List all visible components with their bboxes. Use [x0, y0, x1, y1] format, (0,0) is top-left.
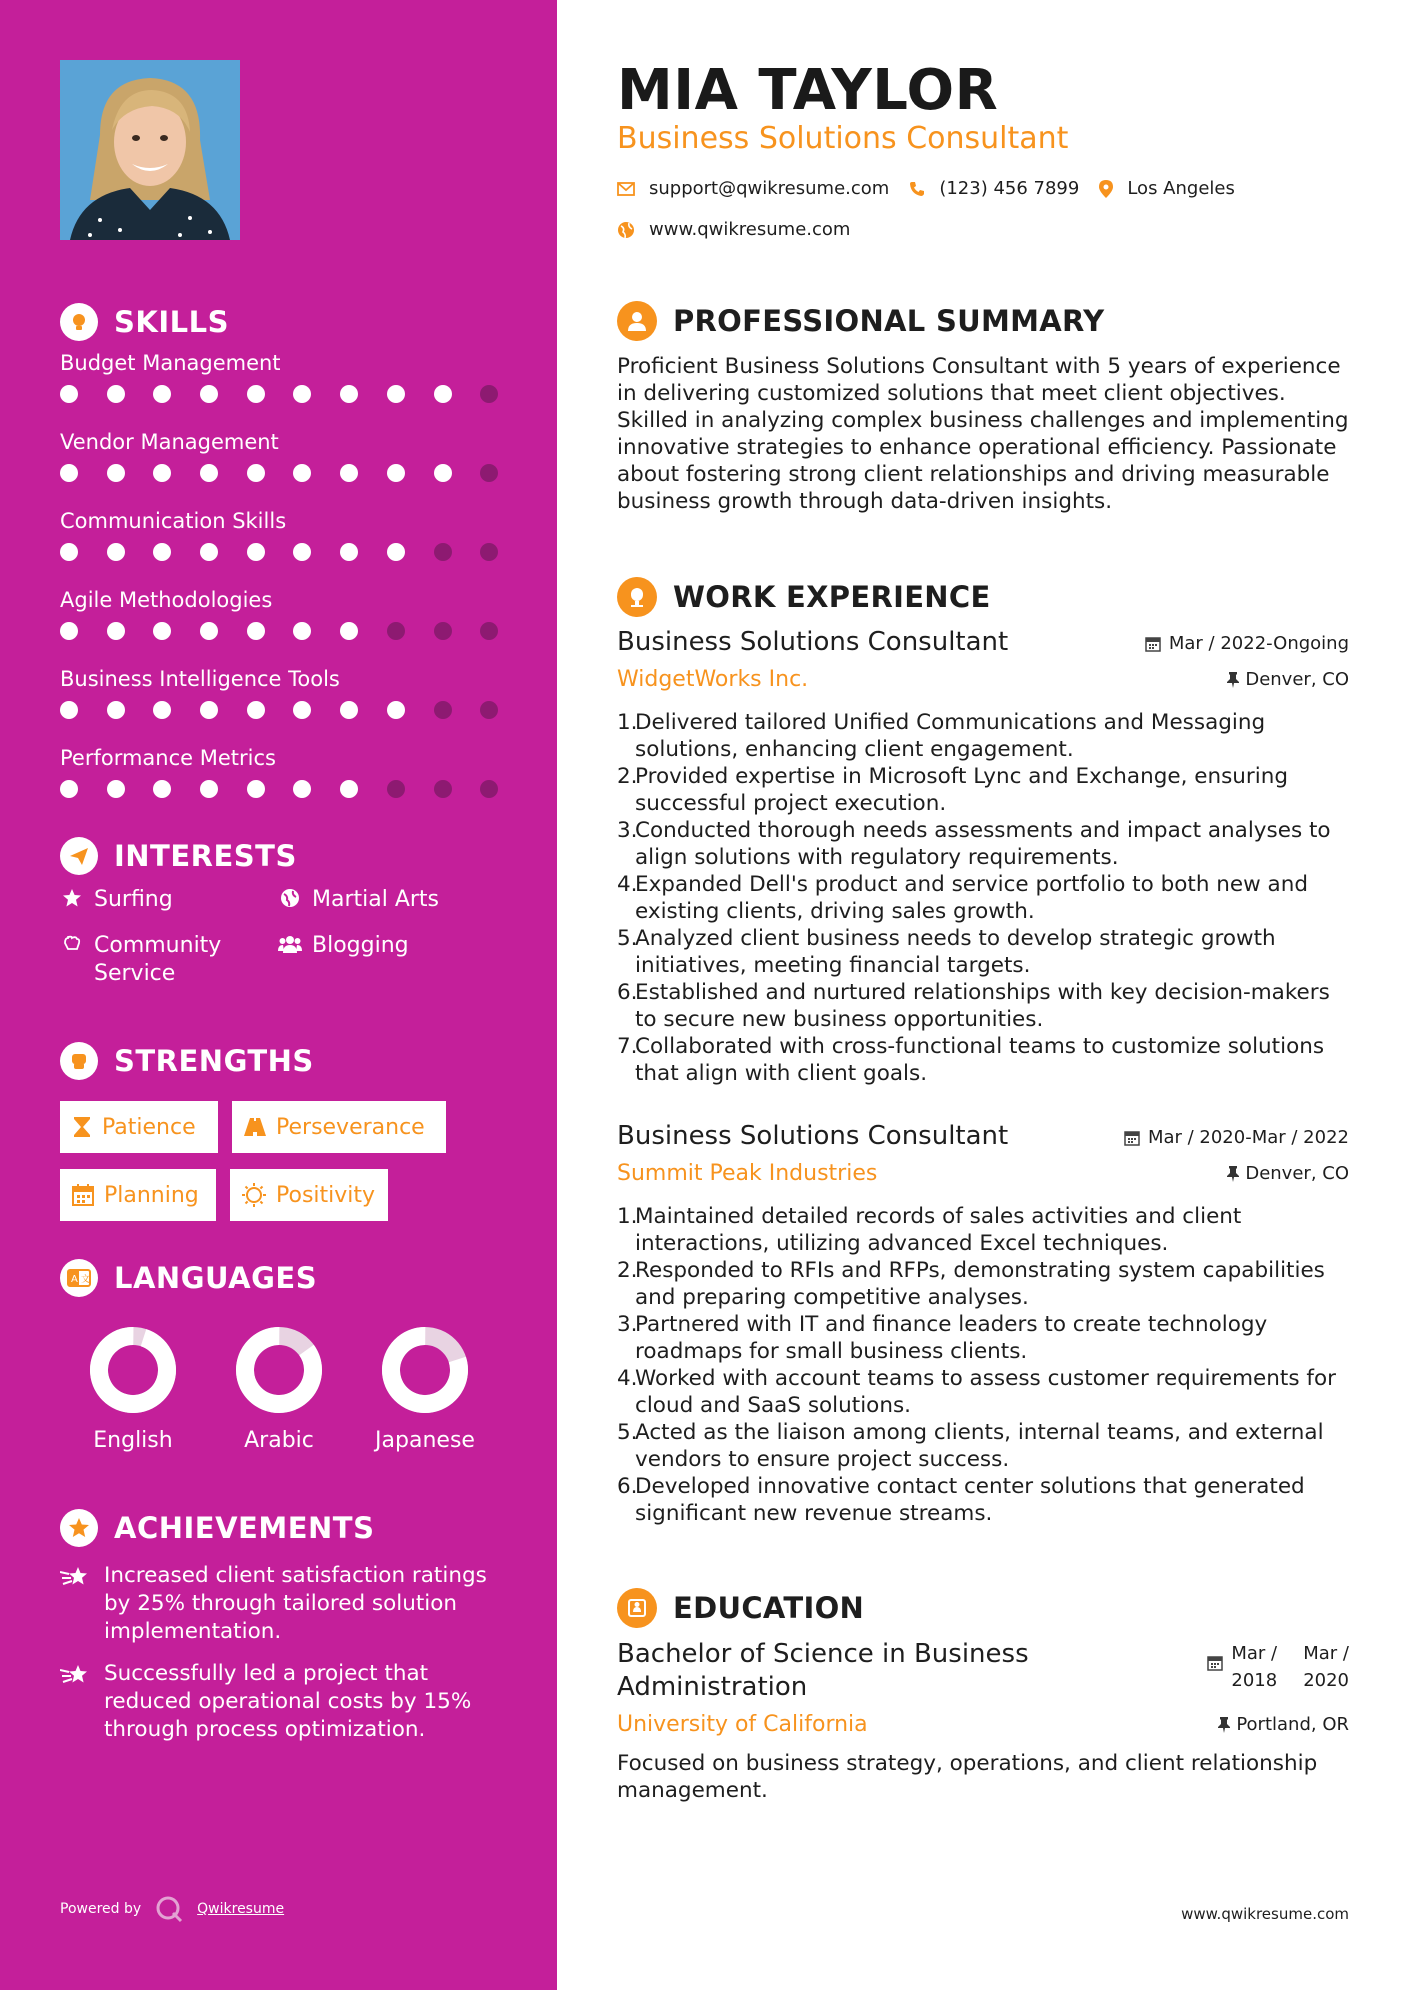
school-name: University of California [617, 1712, 868, 1737]
rating-dot-filled [153, 780, 171, 798]
interest-item-martial-arts: Martial Arts [278, 886, 439, 914]
contact-email: support@qwikresume.com [617, 178, 889, 199]
rating-dot-empty [434, 780, 452, 798]
job-bullet: 4. Worked with account teams to assess customer requirements for cloud and SaaS solutions. [617, 1366, 1336, 1418]
rating-dot-filled [200, 701, 218, 719]
skill-name: Business Intelligence Tools [60, 667, 340, 691]
rating-dot-filled [293, 780, 311, 798]
degree-title: Bachelor of Science in Business Administration [617, 1639, 1029, 1702]
rating-dot-empty [480, 464, 498, 482]
skill-item [60, 743, 520, 818]
job-bullet: 3. Conducted thorough needs assessments and impact analyses to align solutions with regulatory requirements. [617, 818, 1331, 870]
education-text: Focused on business strategy, operations, and client relationship management. [617, 1751, 1318, 1803]
job-date: Mar / 2022-Ongoing [1145, 633, 1349, 654]
summary-section [617, 299, 1349, 515]
user-icon [617, 301, 657, 341]
calendar-icon [1207, 1640, 1223, 1694]
skill-item [60, 506, 520, 581]
rating-dot-filled [153, 622, 171, 640]
skill-name: Vendor Management [60, 430, 279, 454]
rating-dot-filled [200, 385, 218, 403]
job-location: Denver, CO [1227, 1163, 1349, 1184]
skill-item [60, 348, 520, 423]
job-bullet: 5. Acted as the liaison among clients, internal teams, and external vendors to ensure project success. [617, 1420, 1324, 1472]
achievements-heading [60, 1506, 520, 1550]
envelope-icon [617, 182, 635, 196]
languages-title: LANGUAGES [114, 1261, 318, 1295]
interests-section [60, 834, 520, 1016]
svg-text:A: A [71, 1274, 78, 1285]
summary-text: Proficient Business Solutions Consultant with 5 years of experience in delivering customized solutions that meet client objectives. Skilled in analyzing complex business challenges and implementing innovative strategies to enhance operational efficiency. Passionate about fostering strong client relationships and driving measurable business growth through data-driven insights. [617, 354, 1349, 514]
main-content [617, 0, 1349, 1990]
rating-dot-empty [480, 701, 498, 719]
rating-dot-filled [387, 701, 405, 719]
job-location: Denver, CO [1227, 669, 1349, 690]
language-ring-fill [235, 1326, 323, 1414]
interest-item-community-service: Community Service [60, 932, 260, 988]
languages-heading [60, 1256, 520, 1300]
summary-title: PROFESSIONAL SUMMARY [673, 304, 1105, 338]
hand-icon [60, 932, 84, 988]
contact-row-2 [617, 219, 870, 240]
rating-dot-filled [200, 464, 218, 482]
calendar-icon [72, 1184, 94, 1206]
rating-dot-filled [293, 464, 311, 482]
rating-dot-filled [340, 464, 358, 482]
rating-dot-empty [434, 543, 452, 561]
language-item [60, 1326, 206, 1453]
qwikresume-logo-icon [155, 1895, 183, 1923]
achievement-item: Increased client satisfaction ratings by 25% through tailored solution implementation. [60, 1562, 520, 1646]
sun-icon [242, 1183, 266, 1207]
skill-item [60, 585, 520, 660]
experience-section [617, 575, 1349, 619]
language-label: Arabic [244, 1428, 314, 1453]
rating-dot-filled [200, 543, 218, 561]
language-item [206, 1326, 352, 1453]
languages-section [60, 1256, 520, 1453]
lightbulb-icon [60, 303, 98, 341]
interest-item-blogging: Blogging [278, 932, 409, 960]
rating-dot-filled [434, 385, 452, 403]
skill-item [60, 664, 520, 739]
rating-dot-filled [107, 780, 125, 798]
rating-dot-filled [107, 701, 125, 719]
rating-dot-empty [434, 701, 452, 719]
rating-dot-filled [247, 780, 265, 798]
rating-dot-filled [340, 543, 358, 561]
strength-chip-positivity: Positivity [230, 1169, 388, 1221]
pushpin-icon [1227, 1166, 1239, 1182]
pushpin-icon [1227, 672, 1239, 688]
strengths-heading [60, 1039, 520, 1083]
rating-dot-filled [107, 543, 125, 561]
contact-phone: (123) 456 7899 [909, 178, 1079, 199]
microphone-icon [617, 577, 657, 617]
skill-rating [60, 378, 520, 410]
rating-dot-filled [153, 543, 171, 561]
job-bullet: 6. Developed innovative contact center solutions that generated significant new revenue streams. [617, 1474, 1305, 1526]
calendar-icon [1145, 636, 1161, 652]
language-label: English [93, 1428, 173, 1453]
rating-dot-filled [434, 464, 452, 482]
rating-dot-filled [293, 543, 311, 561]
candidate-role: Business Solutions Consultant [617, 121, 1069, 156]
rating-dot-empty [387, 622, 405, 640]
rating-dot-filled [387, 543, 405, 561]
contact-website: www.qwikresume.com [617, 219, 850, 240]
rating-dot-filled [387, 385, 405, 403]
job-bullet: 7. Collaborated with cross-functional teams to customize solutions that align with client goals. [617, 1034, 1325, 1086]
achievement-item: Successfully led a project that reduced operational costs by 15% through process optimization. [60, 1660, 520, 1744]
graduation-icon [617, 1588, 657, 1628]
language-label: Japanese [375, 1428, 475, 1453]
achievements-section [60, 1506, 520, 1758]
skill-rating [60, 536, 520, 568]
job-bullets [617, 709, 1349, 1087]
summary-heading [617, 299, 1349, 343]
qwikresume-link[interactable]: Qwikresume [197, 1901, 285, 1917]
rating-dot-filled [153, 701, 171, 719]
skill-name: Communication Skills [60, 509, 287, 533]
job-bullets [617, 1203, 1349, 1527]
skills-heading [60, 300, 520, 344]
paper-plane-icon [60, 837, 98, 875]
shooting-star-icon [60, 1562, 92, 1646]
rating-dot-filled [247, 385, 265, 403]
education-section [617, 1586, 1349, 1630]
rating-dot-filled [200, 780, 218, 798]
footer-url[interactable]: www.qwikresume.com [1181, 1905, 1349, 1923]
candidate-name: MIA TAYLOR [617, 58, 999, 123]
job-bullet: 5. Analyzed client business needs to develop strategic growth initiatives, meeting financial targets. [617, 926, 1276, 978]
experience-title: WORK EXPERIENCE [673, 580, 991, 614]
job-bullet: 2. Provided expertise in Microsoft Lync and Exchange, ensuring successful project execution. [617, 764, 1289, 816]
job-bullet: 6. Established and nurtured relationships with key decision-makers to secure new business opportunities. [617, 980, 1330, 1032]
strengths-list [60, 1101, 520, 1221]
profile-photo [60, 60, 240, 240]
education-heading [617, 1586, 1349, 1630]
strength-chip-planning: Planning [60, 1169, 216, 1221]
rating-dot-empty [480, 385, 498, 403]
sidebar [0, 0, 557, 1990]
strength-chip-perseverance: Perseverance [232, 1101, 446, 1153]
school-location: Portland, OR [1218, 1714, 1349, 1735]
rating-dot-filled [340, 622, 358, 640]
rating-dot-filled [107, 464, 125, 482]
job-bullet: 4. Expanded Dell's product and service portfolio to both new and existing clients, driving sales growth. [617, 872, 1309, 924]
job-date: Mar / 2020-Mar / 2022 [1124, 1127, 1349, 1148]
phone-icon [909, 181, 925, 197]
job-company: WidgetWorks Inc. [617, 667, 809, 692]
rating-dot-filled [340, 780, 358, 798]
map-pin-icon [1099, 180, 1113, 198]
rating-dot-filled [247, 701, 265, 719]
rating-dot-filled [60, 385, 78, 403]
language-ring [235, 1326, 323, 1414]
skill-item [60, 427, 520, 502]
language-ring [89, 1326, 177, 1414]
contact-location: Los Angeles [1099, 178, 1235, 199]
shooting-star-icon [60, 1660, 92, 1744]
road-icon [244, 1117, 266, 1137]
skill-name: Performance Metrics [60, 746, 276, 770]
contact-row [617, 178, 1255, 199]
rating-dot-filled [247, 543, 265, 561]
rating-dot-filled [200, 622, 218, 640]
education-title: EDUCATION [673, 1591, 865, 1625]
rating-dot-filled [247, 464, 265, 482]
award-icon [60, 1509, 98, 1547]
rating-dot-empty [480, 543, 498, 561]
calendar-icon [1124, 1130, 1140, 1146]
rating-dot-filled [340, 701, 358, 719]
rating-dot-filled [293, 622, 311, 640]
education-date: Mar / 2018 Mar / 2020 [1207, 1640, 1349, 1694]
strength-chip-patience: Patience [60, 1101, 218, 1153]
job-title: Business Solutions Consultant [617, 627, 1009, 657]
interest-item-surfing: Surfing [60, 886, 173, 914]
rating-dot-filled [107, 385, 125, 403]
achievements-title: ACHIEVEMENTS [114, 1511, 375, 1545]
language-ring [381, 1326, 469, 1414]
rating-dot-filled [60, 464, 78, 482]
skill-name: Agile Methodologies [60, 588, 273, 612]
rating-dot-filled [60, 543, 78, 561]
rating-dot-filled [60, 701, 78, 719]
rating-dot-filled [107, 622, 125, 640]
job-company: Summit Peak Industries [617, 1161, 878, 1186]
language-icon [60, 1259, 98, 1297]
rating-dot-filled [387, 464, 405, 482]
pushpin-icon [1218, 1717, 1230, 1733]
rating-dot-filled [293, 385, 311, 403]
job-bullet: 1. Maintained detailed records of sales activities and client interactions, utilizing advanced Excel techniques. [617, 1204, 1242, 1256]
fist-icon [60, 1042, 98, 1080]
globe-icon [617, 221, 635, 239]
hourglass-icon [72, 1116, 92, 1138]
strengths-section [60, 1039, 520, 1237]
rating-dot-filled [153, 464, 171, 482]
skill-rating [60, 694, 520, 726]
languages-list [60, 1326, 520, 1453]
experience-heading [617, 575, 1349, 619]
rating-dot-empty [480, 622, 498, 640]
rating-dot-filled [293, 701, 311, 719]
rating-dot-filled [340, 385, 358, 403]
rating-dot-filled [247, 622, 265, 640]
interests-heading [60, 834, 520, 878]
skill-name: Budget Management [60, 351, 281, 375]
users-icon [278, 932, 302, 960]
job-bullet: 2. Responded to RFIs and RFPs, demonstrating system capabilities and preparing competitive analyses. [617, 1258, 1325, 1310]
rating-dot-empty [387, 780, 405, 798]
rating-dot-filled [153, 385, 171, 403]
svg-text:文: 文 [81, 1275, 91, 1285]
language-ring-fill [90, 1327, 176, 1413]
skills-section [60, 300, 520, 818]
globe-icon [278, 886, 302, 914]
skill-rating [60, 773, 520, 805]
interests-list [60, 886, 520, 1016]
rating-dot-filled [60, 622, 78, 640]
interests-title: INTERESTS [114, 839, 297, 873]
powered-by: Powered by Qwikresume [60, 1895, 284, 1923]
job-bullet: 3. Partnered with IT and finance leaders to create technology roadmaps for small business clients. [617, 1312, 1268, 1364]
skills-list [60, 348, 520, 818]
skill-rating [60, 615, 520, 647]
skill-rating [60, 457, 520, 489]
language-item [352, 1326, 498, 1453]
rating-dot-empty [434, 622, 452, 640]
job-bullet: 1. Delivered tailored Unified Communications and Messaging solutions, enhancing client engagement. [617, 710, 1266, 762]
skills-title: SKILLS [114, 305, 229, 339]
rating-dot-filled [60, 780, 78, 798]
star-icon [60, 886, 84, 914]
job-title: Business Solutions Consultant [617, 1121, 1009, 1151]
strengths-title: STRENGTHS [114, 1044, 314, 1078]
rating-dot-empty [480, 780, 498, 798]
